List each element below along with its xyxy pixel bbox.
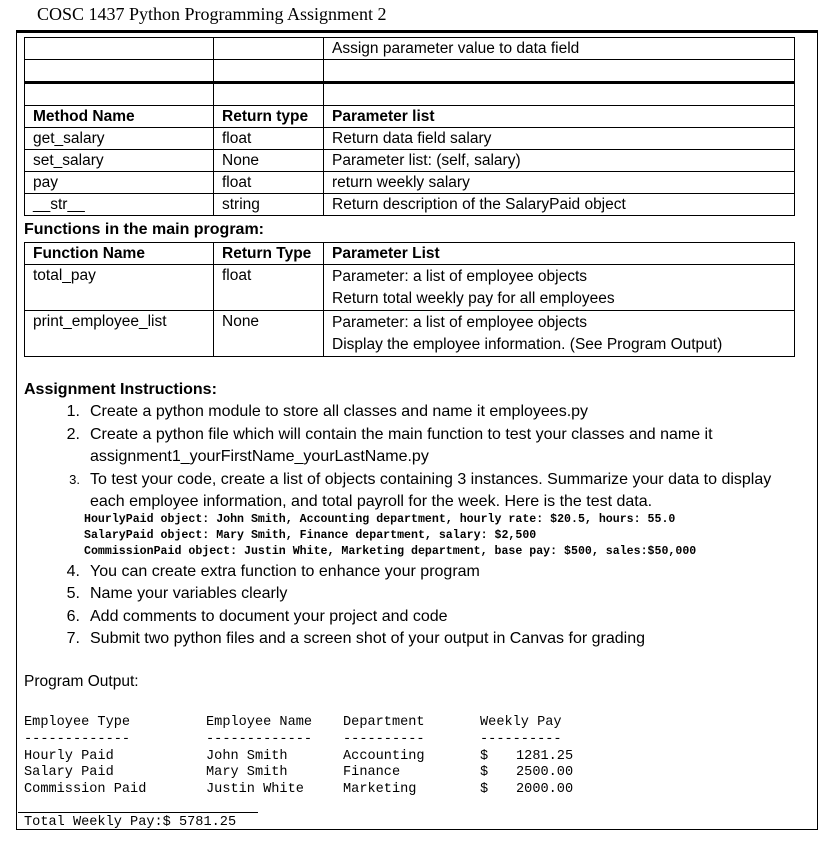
table-cell: get_salary [25,128,214,150]
column-header: Weekly Pay [480,715,562,730]
item-text: each employee information, and total payroll for the week. Here is the test data. [90,493,653,510]
divider [18,812,258,813]
table-cell: float [214,265,324,311]
department: Marketing [343,782,417,797]
table-cell: Return data field salary [324,128,795,150]
item-number: 6. [66,608,80,625]
table-cell [214,83,324,106]
table-cell [324,83,795,106]
test-data-line: CommissionPaid object: Justin White, Marketing department, base pay: $500, sales:$50,000 [84,545,697,558]
table-cell: pay [25,172,214,194]
table-cell: set_salary [25,150,214,172]
document-title: COSC 1437 Python Programming Assignment 2 [37,4,387,24]
table-row [25,194,795,216]
currency-sign: $ [480,782,489,797]
table-cell: Parameter list: (self, salary) [324,150,795,172]
header-parameter-list: Parameter List [324,243,795,265]
item-number: 5. [66,585,80,602]
item-text: Create a python module to store all classes and name it employees.py [90,403,589,420]
department: Finance [343,765,401,780]
item-number: 2. [66,426,80,443]
item-text: Name your variables clearly [90,585,288,602]
header-function-name: Function Name [25,243,214,265]
table-header-row [25,106,795,128]
department: Accounting [343,749,425,764]
weekly-pay: 1281.25 [516,749,574,764]
param-line: Parameter: a list of employee objects [332,268,588,285]
table-cell: Return description of the SalaryPaid object [324,194,795,216]
methods-table [24,82,795,216]
column-header: Department [343,715,425,730]
table-cell: total_pay [25,265,214,311]
item-text: Add comments to document your project and code [90,608,448,625]
employee-type: Commission Paid [24,782,147,797]
employee-type: Hourly Paid [24,749,114,764]
table-cell: Assign parameter value to data field [324,38,795,60]
table-cell [214,38,324,60]
item-text: Create a python file which will contain the main function to test your classes and name it [90,426,713,443]
item-number: 1. [66,403,80,420]
test-data-line: HourlyPaid object: John Smith, Accounting department, hourly rate: $20.5, hours: 55.0 [84,513,676,526]
header-method-name: Method Name [25,106,214,128]
instructions-heading: Assignment Instructions: [24,381,217,398]
item-text: assignment1_yourFirstName_yourLastName.py [90,448,429,465]
table-cell: return weekly salary [324,172,795,194]
instructions-list [24,401,814,651]
header-underline: ------------- [206,732,313,747]
item-number: 7. [66,630,80,647]
currency-sign: $ [480,749,489,764]
table-row [25,265,795,311]
header-underline: ------------- [24,732,131,747]
table-row [25,38,795,60]
table-cell: __str__ [25,194,214,216]
item-text: To test your code, create a list of objects containing 3 instances. Summarize your data to display [90,471,772,488]
column-header: Employee Name [206,715,313,730]
table-header-row [25,243,795,265]
employee-type: Salary Paid [24,765,114,780]
column-header: Employee Type [24,715,131,730]
header-underline: ---------- [343,732,425,747]
table-cell: string [214,194,324,216]
table-cell [25,83,214,106]
table-row [25,128,795,150]
param-line: Display the employee information. (See Program Output) [332,336,723,353]
table-cell: float [214,128,324,150]
program-output-label: Program Output: [24,673,139,690]
table-cell [324,265,795,311]
weekly-pay: 2500.00 [516,765,574,780]
employee-name: Mary Smith [206,765,288,780]
weekly-pay: 2000.00 [516,782,574,797]
item-number: 3. [69,472,80,487]
table-cell: None [214,311,324,357]
header-parameter-list: Parameter list [324,106,795,128]
table-cell [214,60,324,82]
table-row [25,172,795,194]
param-line: Parameter: a list of employee objects [332,314,588,331]
table-row [25,60,795,82]
header-underline: ---------- [480,732,562,747]
table-cell: None [214,150,324,172]
constructor-table-fragment [24,37,795,82]
table-row [25,311,795,357]
item-number: 4. [66,563,80,580]
employee-name: John Smith [206,749,288,764]
table-row [25,150,795,172]
functions-heading: Functions in the main program: [24,221,265,238]
table-cell [324,60,795,82]
item-text: Submit two python files and a screen shot of your output in Canvas for grading [90,630,645,647]
table-cell: print_employee_list [25,311,214,357]
header-return-type: Return Type [214,243,324,265]
table-cell [324,311,795,357]
table-cell [25,60,214,82]
param-line: Return total weekly pay for all employees [332,290,615,307]
total-weekly-pay: Total Weekly Pay:$ 5781.25 [24,815,237,830]
table-cell [25,38,214,60]
employee-name: Justin White [206,782,304,797]
table-cell: float [214,172,324,194]
table-row [25,83,795,106]
functions-table [24,242,795,357]
header-return-type: Return type [214,106,324,128]
currency-sign: $ [480,765,489,780]
item-text: You can create extra function to enhance your program [90,563,480,580]
test-data-line: SalaryPaid object: Mary Smith, Finance department, salary: $2,500 [84,529,537,542]
